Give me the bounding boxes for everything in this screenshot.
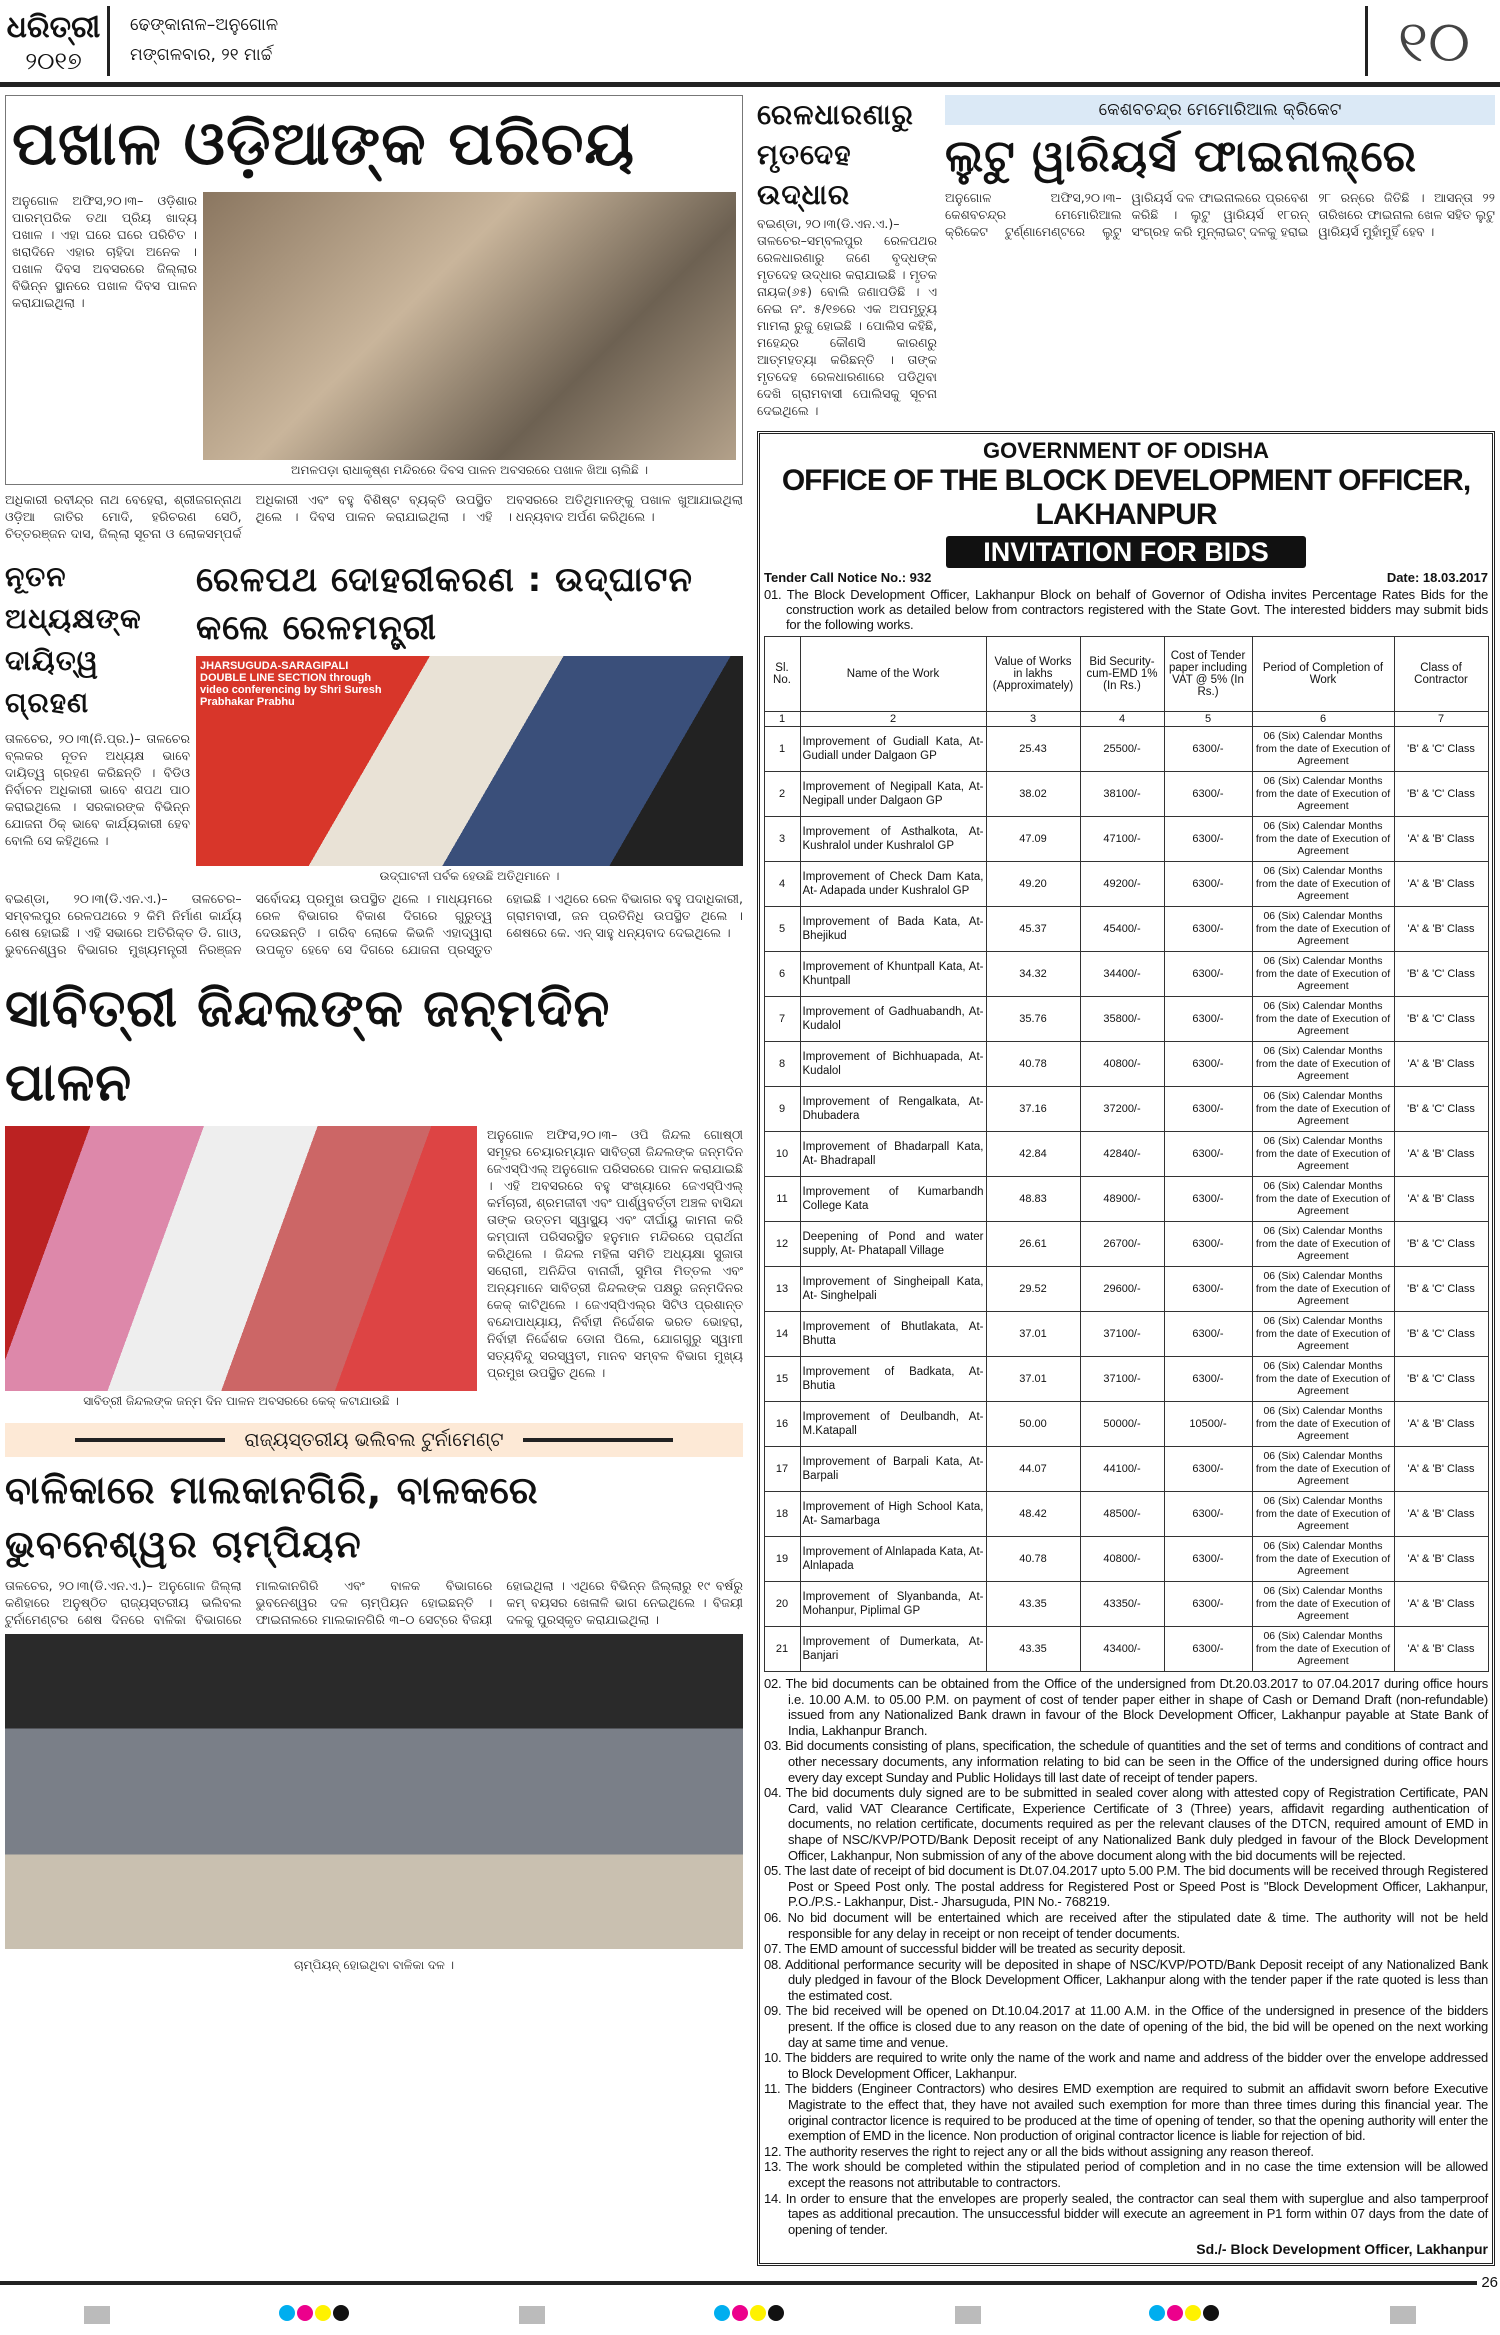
period-cell: 06 (Six) Calendar Months from the date of Execution of Agreement (1252, 1222, 1394, 1267)
emd-cell: 43350/- (1080, 1582, 1164, 1627)
emd-cell: 49200/- (1080, 862, 1164, 907)
period-cell: 06 (Six) Calendar Months from the date of Execution of Agreement (1252, 1087, 1394, 1132)
serial-cell: 17 (764, 1447, 800, 1492)
tender-note: 09. The bid received will be opened on Dt.10.04.2017 at 11.00 A.M. in the Office of the undersigned in presence of the bidders present. If the office is closed due to any reason on the date of opening of the bid, the bid will be opened on the next working day at same time and venue. (764, 2003, 1488, 2050)
rail-section (5, 556, 743, 884)
work-name-cell: Improvement of Alnlapada Kata, At- Alnlapada (800, 1537, 986, 1582)
emd-cell: 37100/- (1080, 1357, 1164, 1402)
article-body-recovered (757, 95, 937, 419)
period-cell: 06 (Six) Calendar Months from the date of Execution of Agreement (1252, 862, 1394, 907)
serial-cell: 4 (764, 862, 800, 907)
article-body: ତାଳଚେର, ୨୦।୩(ନି.ପ୍ର.)– ତାଳଚେର ବ୍ଲକର ନୂତନ ଅଧ୍ୟକ୍ଷ ଭାବେ ଦାୟିତ୍ୱ ଗ୍ରହଣ କରିଛନ୍ତି । ବିଡିଓ ନିର୍ବାଚନ ଅଧିକାରୀ ଭାବେ ଶପଥ ପାଠ କରାଇଥିଲେ । ସରକାରଙ୍କ ବିଭିନ୍ନ ଯୋଜନା ଠିକ୍ ଭାବେ କାର୍ଯ୍ୟକାରୀ ହେବ ବୋଲି ସେ କହିଥିଲେ । (5, 731, 190, 848)
tender-cost-cell: 6300/- (1164, 1042, 1252, 1087)
period-cell: 06 (Six) Calendar Months from the date of Execution of Agreement (1252, 1492, 1394, 1537)
emd-cell: 45400/- (1080, 907, 1164, 952)
tender-cost-cell: 6300/- (1164, 1222, 1252, 1267)
table-row (764, 1627, 1488, 1672)
value-cell: 37.01 (986, 1312, 1080, 1357)
column-header: Period of Completion of Work (1252, 637, 1394, 712)
serial-cell: 9 (764, 1087, 800, 1132)
tender-cost-cell: 6300/- (1164, 727, 1252, 772)
value-cell: 37.01 (986, 1357, 1080, 1402)
column-number: 7 (1394, 712, 1488, 727)
emd-cell: 48900/- (1080, 1177, 1164, 1222)
emd-cell: 40800/- (1080, 1537, 1164, 1582)
serial-cell: 10 (764, 1132, 800, 1177)
period-cell: 06 (Six) Calendar Months from the date of Execution of Agreement (1252, 1537, 1394, 1582)
photo-rail-inauguration (196, 656, 743, 866)
tender-note: 06. No bid document will be entertained which are received after the stipulated date & time. The authority will not be held responsible for any delay in receipt or non receipt of tender documents. (764, 1909, 1488, 1941)
column-number: 6 (1252, 712, 1394, 727)
class-cell: 'B' & 'C' Class (1394, 1312, 1488, 1357)
value-cell: 26.61 (986, 1222, 1080, 1267)
tender-cost-cell: 6300/- (1164, 1447, 1252, 1492)
work-name-cell: Improvement of Bhadarpall Kata, At- Bhadrapall (800, 1132, 986, 1177)
period-cell: 06 (Six) Calendar Months from the date of Execution of Agreement (1252, 1582, 1394, 1627)
period-cell: 06 (Six) Calendar Months from the date of Execution of Agreement (1252, 1267, 1394, 1312)
tender-cost-cell: 6300/- (1164, 997, 1252, 1042)
tender-signature: Sd./- Block Development Officer, Lakhanpur (1196, 2241, 1488, 2258)
emd-cell: 35800/- (1080, 997, 1164, 1042)
article-body: ତାଳଚେର–ସମ୍ବଲପୁର ରେଳପଥର ରେଳଧାରଣାରୁ ଜଣେ ବୃଦ୍ଧଙ୍କ ମୃତଦେହ ଉଦ୍ଧାର କରାଯାଇଛି । ମୃତକ ନାୟକ(୬୫) ବୋଲି ଜଣାପଡିଛି । ଏ ନେଇ ନଂ. ୫/୧୭ରେ ଏକ ଅପମୃତ୍ୟୁ ମାମଲା ରୁଜୁ ହୋଇଛି । ପୋଲିସ କହିଛି, ମହେନ୍ଦ୍ର କୌଣସି କାରଣରୁ ଆତ୍ମହତ୍ୟା କରିଛନ୍ତି । ତାଙ୍କ ମୃତଦେହ ରେଳଧାରଣାରେ ପଡିଥିବା ଦେଖି ଗ୍ରାମବାସୀ ପୋଲିସକୁ ସୂଚନା ଦେଇଥିଲେ । (757, 233, 937, 418)
article-body: ବଇଣ୍ଡା, ୨୦।୩(ଡି.ଏନ.ଏ.)– ତାଳଚେର–ସମ୍ବଲପୁର ରେଳପଥରେ ୨ କିମି ନିର୍ମାଣ କାର୍ଯ୍ୟ ଶେଷ ହୋଇଛି । ଏହି ସଭାରେ ଅତିରିକ୍ତ ଡି. ଗାଓ, ଭୁବନେଶ୍ୱର ବିଭାଗର ମୁଖ୍ୟମନ୍ତ୍ରୀ ନିରଞ୍ଜନ ସର୍ବୋଦୟ ପ୍ରମୁଖ ଉପସ୍ଥିତ ଥିଲେ । ମାଧ୍ୟମରେ ରେଳ ବିଭାଗର ବିକାଶ ଦିଗରେ ଗୁରୁତ୍ୱ ଦେଉଛନ୍ତି । ଗରିବ ଲୋକେ କିଭଳି ଏହାଦ୍ୱାରା ଉପକୃତ ହେବେ ସେ ଦିଗରେ ଯୋଜନା ପ୍ରସ୍ତୁତ ହୋଇଛି । ଏଥିରେ ରେଳ ବିଭାଗର ବହୁ ପଦାଧିକାରୀ, ଗ୍ରାମବାସୀ, ଜନ ପ୍ରତିନିଧି ଉପସ୍ଥିତ ଥିଲେ । ଶେଷରେ କେ. ଏନ୍ ସାହୁ ଧନ୍ୟବାଦ ଦେଇଥିଲେ । (5, 891, 743, 957)
column-number: 5 (1164, 712, 1252, 727)
tender-para-01: 01. The Block Development Officer, Lakhanpur Block on behalf of Governor of Odisha invites Percentage Rates Bids for the construction work as detailed below from contractors registered with the State Govt. The interested bidders may submit bids for the following works. (764, 587, 1488, 632)
period-cell: 06 (Six) Calendar Months from the date of Execution of Agreement (1252, 952, 1394, 997)
class-cell: 'B' & 'C' Class (1394, 727, 1488, 772)
headline: ମୃତଦେହ ଉଦ୍ଧାର (757, 138, 852, 211)
tender-note: 11. The bidders (Engineer Contractors) who desires EMD exemption are required to submit an affidavit sworn before Executive Magistrate to the effect that, they have not availed such exemption for more than three times during this financial year. The original contractor licence is required to be produced at the time of opening of tender, so that the opening authority will enter the exemption of EMD in the licence. Non production of original contractor licence is liable for rejection of bid. (764, 2081, 1488, 2144)
class-cell: 'B' & 'C' Class (1394, 997, 1488, 1042)
class-cell: 'A' & 'B' Class (1394, 1132, 1488, 1177)
article-cricket (945, 95, 1495, 240)
tender-note: 14. In order to ensure that the envelopes are properly sealed, the contractor can seal them with superglue and also tamperproof tapes as additional precaution. The unsuccessful bidder will execute an agreement in P1 form within 07 days from the date of opening of tender. (764, 2190, 1488, 2237)
work-name-cell: Improvement of Bichhuapada, At- Kudalol (800, 1042, 986, 1087)
value-cell: 45.37 (986, 907, 1080, 952)
table-row (764, 907, 1488, 952)
kicker-cricket: କେଶବଚନ୍ଦ୍ର ମେମୋରିଆଲ କ୍ରିକେଟ (945, 95, 1495, 125)
class-cell: 'A' & 'B' Class (1394, 1402, 1488, 1447)
period-cell: 06 (Six) Calendar Months from the date of Execution of Agreement (1252, 817, 1394, 862)
column-header: Bid Security-cum-EMD 1% (In Rs.) (1080, 637, 1164, 712)
tender-banner: INVITATION FOR BIDS (946, 536, 1306, 568)
photo-banner-text: JHARSUGUDA-SARAGIPALI DOUBLE LINE SECTION through video conferencing by Shri Suresh Prabhakar Prabhu (200, 660, 382, 708)
emd-cell: 29600/- (1080, 1267, 1164, 1312)
tender-cost-cell: 6300/- (1164, 1132, 1252, 1177)
tender-note: 05. The last date of receipt of bid document is Dt.07.04.2017 upto 5.00 P.M. The bid documents will be received through Registered Post or Speed Post only. The postal address for Registered Post or Speed Post is "Block Development Officer, Lakhanpur, P.O./P.S.- Lakhanpur, Dist.- Jharsuguda, PIN No.- 768219. (764, 1863, 1488, 1910)
class-cell: 'A' & 'B' Class (1394, 1177, 1488, 1222)
class-cell: 'B' & 'C' Class (1394, 1267, 1488, 1312)
table-row (764, 1222, 1488, 1267)
photo-caption: ସାବିତ୍ରୀ ଜିନ୍ଦଲଙ୍କ ଜନ୍ମ ଦିନ ପାଳନ ଅବସରରେ କେକ୍ କଟାଯାଉଛି । (83, 1394, 399, 1408)
value-cell: 40.78 (986, 1042, 1080, 1087)
period-cell: 06 (Six) Calendar Months from the date of Execution of Agreement (1252, 907, 1394, 952)
registration-mark (955, 2306, 981, 2324)
divider (75, 1438, 225, 1442)
tender-cost-cell: 6300/- (1164, 1087, 1252, 1132)
column-number: 4 (1080, 712, 1164, 727)
emd-cell: 50000/- (1080, 1402, 1164, 1447)
serial-cell: 5 (764, 907, 800, 952)
column-number: 3 (986, 712, 1080, 727)
registration-mark (84, 2306, 110, 2324)
tender-cost-cell: 6300/- (1164, 1312, 1252, 1357)
photo-people-eating (203, 192, 736, 460)
serial-cell: 6 (764, 952, 800, 997)
serial-cell: 20 (764, 1582, 800, 1627)
page-footer (0, 2274, 1500, 2335)
color-registration-dots (279, 2305, 351, 2325)
period-cell: 06 (Six) Calendar Months from the date of Execution of Agreement (1252, 1312, 1394, 1357)
class-cell: 'B' & 'C' Class (1394, 1087, 1488, 1132)
serial-cell: 7 (764, 997, 800, 1042)
serial-cell: 15 (764, 1357, 800, 1402)
page-number: ୧୦ (1365, 6, 1500, 76)
tender-cost-cell: 6300/- (1164, 1492, 1252, 1537)
value-cell: 29.52 (986, 1267, 1080, 1312)
headline-cricket: ଲୁଟୁ ୱାରିୟର୍ସ ଫାଇନାଲ୍‌ରେ (945, 131, 1417, 182)
tender-note: 03. Bid documents consisting of plans, specification, the schedule of quantities and the set of terms and conditions of contract and other necessary documents, any information relating to bid can be seen in the Office of the undersigned during office hours every day except Sunday and Public Holidays till last date of receipt of tender papers. (764, 1738, 1488, 1785)
table-row (764, 1132, 1488, 1177)
emd-cell: 47100/- (1080, 817, 1164, 862)
emd-cell: 25500/- (1080, 727, 1164, 772)
value-cell: 40.78 (986, 1537, 1080, 1582)
tender-note: 13. The work should be completed within the stipulated period of completion and in no case the time extension will be allowed except the reasons not attributable to contractors. (764, 2159, 1488, 2190)
tender-cost-cell: 6300/- (1164, 1627, 1252, 1672)
value-cell: 43.35 (986, 1582, 1080, 1627)
value-cell: 48.83 (986, 1177, 1080, 1222)
table-row (764, 1357, 1488, 1402)
value-cell: 43.35 (986, 1627, 1080, 1672)
value-cell: 48.42 (986, 1492, 1080, 1537)
print-page-number: 26 (1481, 2274, 1498, 2292)
table-row (764, 1492, 1488, 1537)
period-cell: 06 (Six) Calendar Months from the date of Execution of Agreement (1252, 1042, 1394, 1087)
photo-caption: ଚାମ୍ପିୟନ୍ ହୋଇଥିବା ବାଳିକା ଦଳ । (293, 1958, 455, 1972)
table-row (764, 1402, 1488, 1447)
period-cell: 06 (Six) Calendar Months from the date of Execution of Agreement (1252, 1177, 1394, 1222)
value-cell: 37.16 (986, 1087, 1080, 1132)
work-name-cell: Improvement of Bada Kata, At- Bhejikud (800, 907, 986, 952)
tender-gov: GOVERNMENT OF ODISHA (982, 438, 1269, 463)
class-cell: 'B' & 'C' Class (1394, 952, 1488, 997)
kicker-volleyball: ରାଜ୍ୟସ୍ତରୀୟ ଭଲିବଲ ଟୁର୍ନାମେଣ୍ଟ (5, 1423, 743, 1457)
period-cell: 06 (Six) Calendar Months from the date of Execution of Agreement (1252, 772, 1394, 817)
column-header: Sl. No. (764, 637, 800, 712)
work-name-cell: Improvement of Bhutlakata, At- Bhutta (800, 1312, 986, 1357)
headline: ପଖାଳ ଓଡ଼ିଆଙ୍କ ପରିଚୟ (12, 109, 635, 179)
table-row (764, 1312, 1488, 1357)
work-name-cell: Improvement of High School Kata, At- Samarbaga (800, 1492, 986, 1537)
table-row (764, 997, 1488, 1042)
column-header: Name of the Work (800, 637, 986, 712)
serial-cell: 21 (764, 1627, 800, 1672)
column-header: Class of Contractor (1394, 637, 1488, 712)
class-cell: 'A' & 'B' Class (1394, 1582, 1488, 1627)
table-row (764, 1447, 1488, 1492)
emd-cell: 40800/- (1080, 1042, 1164, 1087)
tender-notice (757, 431, 1495, 2266)
registration-mark (1390, 2306, 1416, 2324)
class-cell: 'A' & 'B' Class (1394, 817, 1488, 862)
headline-birthday: ସାବିତ୍ରୀ ଜିନ୍ଦଲଙ୍କ ଜନ୍ମଦିନ ପାଳନ (5, 979, 611, 1113)
column-header: Cost of Tender paper including VAT @ 5% (In Rs.) (1164, 637, 1252, 712)
headline: ନୂତନ ଅଧ୍ୟକ୍ଷଙ୍କ (5, 560, 142, 635)
class-cell: 'A' & 'B' Class (1394, 1537, 1488, 1582)
tender-note: 10. The bidders are required to write only the name of the work and name and address of the bidder over the envelope addressed to Block Development Officer, Lakhanpur. (764, 2050, 1488, 2081)
table-row (764, 1582, 1488, 1627)
class-cell: 'B' & 'C' Class (1394, 1357, 1488, 1402)
column-number: 2 (800, 712, 986, 727)
work-name-cell: Improvement of Negipall Kata, At- Negipall under Dalgaon GP (800, 772, 986, 817)
article-body: ଅନୁଗୋଳ ଅଫିସ,୨୦।୩– କେଶବଚନ୍ଦ୍ର ମେମୋରିଆଲ କ୍ରିକେଟ ଟୁର୍ଣ୍ଣାମେଣ୍ଟରେ ଲୁଟୁ ୱାରିୟର୍ସ ଦଳ ଫାଇନାଲରେ ପ୍ରବେଶ କରିଛି । ଲୁଟୁ ୱାରିୟର୍ସ ୧୮ରନ୍ ସଂଗ୍ରହ କରି ମୁନ୍‌ଲାଇଟ୍ ଦଳକୁ ହରାଇ ୨୮ ରନ୍‌ରେ ଜିତିଛି । ଆସନ୍ତା ୨୨ ତାରିଖରେ ଫାଇନାଲ ଖେଳ ସହିତ ଲୁଟୁ ୱାରିୟର୍ସ ମୁହାଁମୁହିଁ ହେବ । (945, 190, 1495, 239)
class-cell: 'B' & 'C' Class (1394, 1222, 1488, 1267)
emd-cell: 37100/- (1080, 1312, 1164, 1357)
serial-cell: 18 (764, 1492, 800, 1537)
tender-cost-cell: 6300/- (1164, 1267, 1252, 1312)
period-cell: 06 (Six) Calendar Months from the date of Execution of Agreement (1252, 1447, 1394, 1492)
value-cell: 35.76 (986, 997, 1080, 1042)
value-cell: 42.84 (986, 1132, 1080, 1177)
work-name-cell: Improvement of Kumarbandh College Kata (800, 1177, 986, 1222)
class-cell: 'A' & 'B' Class (1394, 1627, 1488, 1672)
masthead-logo: ଧରିତ୍ରୀ ୨୦୧୭ (0, 6, 110, 76)
serial-cell: 19 (764, 1537, 800, 1582)
table-row (764, 1177, 1488, 1222)
divider (523, 1438, 673, 1442)
work-name-cell: Improvement of Check Dam Kata, At- Adapada under Kushralol GP (800, 862, 986, 907)
work-name-cell: Deepening of Pond and water supply, At- Phatapall Village (800, 1222, 986, 1267)
registration-mark (519, 2306, 545, 2324)
period-cell: 06 (Six) Calendar Months from the date of Execution of Agreement (1252, 727, 1394, 772)
table-row (764, 862, 1488, 907)
serial-cell: 2 (764, 772, 800, 817)
work-name-cell: Improvement of Khuntpall Kata, At- Khuntpall (800, 952, 986, 997)
tender-note: 07. The EMD amount of successful bidder will be treated as security deposit. (764, 1941, 1186, 1957)
emd-cell: 42840/- (1080, 1132, 1164, 1177)
class-cell: 'A' & 'B' Class (1394, 1492, 1488, 1537)
article-body: ଅଧିକାରୀ ରବୀନ୍ଦ୍ର ନାଥ ବେହେରା, ଶ୍ରୀଜଗନ୍ନାଥ ଓଡ଼ିଆ ଜାତିର ମୋଦି, ହରିଚରଣ ସେଠି, ଚିତ୍ତରଞ୍ଜନ ଦାସ, ଜିଲ୍ଲା ସୂଚନା ଓ ଲୋକସମ୍ପର୍କ ଅଧିକାରୀ ଏବଂ ବହୁ ବିଶିଷ୍ଟ ବ୍ୟକ୍ତି ଉପସ୍ଥିତ ଥିଲେ । ଦିବସ ପାଳନ କରାଯାଇଥିଲା । ଏହି ଅବସରରେ ଅତିଥିମାନଙ୍କୁ ପଖାଳ ଖୁଆଯାଇଥିଲା । ଧନ୍ୟବାଦ ଅର୍ପଣ କରିଥିଲେ । (5, 492, 743, 541)
right-column (757, 95, 1495, 2266)
table-row (764, 727, 1488, 772)
article-body: ତାଳଚେର, ୨୦।୩(ଡି.ଏନ.ଏ.)– ଅନୁଗୋଳ ଜିଲ୍ଲା କଣିହାରେ ଅନୁଷ୍ଠିତ ରାଜ୍ୟସ୍ତରୀୟ ଭଲିବଲ ଟୁର୍ନାମେଣ୍ଟର ଶେଷ ଦିନରେ ବାଳିକା ବିଭାଗରେ ମାଲକାନଗିରି ଏବଂ ବାଳକ ବିଭାଗରେ ଭୁବନେଶ୍ୱର ଦଳ ଚାମ୍ପିୟନ ହୋଇଛନ୍ତି । ଫାଇନାଲରେ ମାଲକାନଗିରି ୩–୦ ସେଟ୍‌ରେ ବିଜୟୀ ହୋଇଥିଲା । ଏଥିରେ ବିଭିନ୍ନ ଜିଲ୍ଲାରୁ ୧୯ ବର୍ଷରୁ କମ୍ ବୟସର ଖେଳାଳି ଭାଗ ନେଇଥିଲେ । ବିଜୟୀ ଦଳକୁ ପୁରସ୍କୃତ କରାଯାଇଥିଲା । (5, 1578, 743, 1627)
value-cell: 50.00 (986, 1402, 1080, 1447)
serial-cell: 8 (764, 1042, 800, 1087)
footer-rule (0, 2281, 1477, 2285)
color-registration-dots (1149, 2305, 1221, 2325)
serial-cell: 16 (764, 1402, 800, 1447)
emd-cell: 43400/- (1080, 1627, 1164, 1672)
value-cell: 34.32 (986, 952, 1080, 997)
tender-office: OFFICE OF THE BLOCK DEVELOPMENT OFFICER, LAKHANPUR (781, 464, 1471, 531)
tender-cost-cell: 10500/- (1164, 1402, 1252, 1447)
class-cell: 'B' & 'C' Class (1394, 772, 1488, 817)
serial-cell: 1 (764, 727, 800, 772)
issue-date: ମଙ୍ଗଳବାର, ୨୧ ମାର୍ଚ୍ଚ (130, 45, 273, 65)
article-body: ଅନୁଗୋଳ ଅଫିସ,୨୦।୩– ଓପି ଜିନ୍ଦଲ ଗୋଷ୍ଠୀ ସମୂହର ଚେୟାରମ୍ୟାନ ସାବିତ୍ରୀ ଜିନ୍ଦଲଙ୍କ ଜନ୍ମଦିନ ଜେଏସ୍‌ପିଏଲ୍ ଅନୁଗୋଳ ପରିସରରେ ପାଳନ କରାଯାଇଛି । ଏହି ଅବସରରେ ବହୁ ସଂଖ୍ୟାରେ ଜେଏସ୍‌ପିଏଲ୍ କର୍ମଚାରୀ, ଶ୍ରମଜୀବୀ ଏବଂ ପାର୍ଶ୍ୱବର୍ତ୍ତୀ ଅଞ୍ଚଳ ବାସିନ୍ଦା ତାଙ୍କ ଉତ୍ତମ ସ୍ୱାସ୍ଥ୍ୟ ଏବଂ ଦୀର୍ଘାୟୁ କାମନା କରି କମ୍ପାନୀ ପରିସରସ୍ଥିତ ହନୁମାନ ମନ୍ଦିରରେ ପ୍ରାର୍ଥନା କରିଥିଲେ । ଜିନ୍ଦଲ ମହିଳା ସମିତି ଅଧ୍ୟକ୍ଷା ସୁଜାତା ସରୋଗୀ, ଅନିନ୍ଦିତା ବାନାର୍ଜୀ, ସୁମିତା ମିତ୍ତଲ ଏବଂ ଅନ୍ୟମାନେ ସାବିତ୍ରୀ ଜିନ୍ଦଲଙ୍କ ପକ୍ଷରୁ ଜନ୍ମଦିନର କେକ୍ କାଟିଥିଲେ । ଜେଏସ୍‌ପିଏଲ୍‌ର ସିଟିଓ ପ୍ରଶାନ୍ତ ବନ୍ଦୋପାଧ୍ୟାୟ, ନିର୍ବାହୀ ନିର୍ଦ୍ଦେଶକ ଭରତ ଭୋହରା, ନିର୍ବାହୀ ନିର୍ଦ୍ଦେଶକ ଡୋନା ପିଲେ, ଯୋଗଗୁରୁ ସ୍ୱାମୀ ସତ୍ୟବିନ୍ଦୁ ସରସ୍ୱତୀ, ମାନବ ସମ୍ବଳ ବିଭାଗ ମୁଖ୍ୟ ପ୍ରମୁଖ ଉପସ୍ଥିତ ଥିଲେ । (487, 1127, 743, 1380)
emd-cell: 48500/- (1080, 1492, 1164, 1537)
period-cell: 06 (Six) Calendar Months from the date of Execution of Agreement (1252, 1627, 1394, 1672)
dateline: ବଇଣ୍ଡା, ୨୦।୩(ଡି.ଏନ.ଏ.)– (757, 216, 900, 231)
class-cell: 'A' & 'B' Class (1394, 862, 1488, 907)
tender-cost-cell: 6300/- (1164, 907, 1252, 952)
work-name-cell: Improvement of Dumerkata, At- Banjari (800, 1627, 986, 1672)
work-name-cell: Improvement of Rengalkata, At- Dhubadera (800, 1087, 986, 1132)
table-row (764, 1087, 1488, 1132)
value-cell: 44.07 (986, 1447, 1080, 1492)
emd-cell: 44100/- (1080, 1447, 1164, 1492)
emd-cell: 26700/- (1080, 1222, 1164, 1267)
class-cell: 'A' & 'B' Class (1394, 907, 1488, 952)
work-name-cell: Improvement of Badkata, At- Bhutia (800, 1357, 986, 1402)
column-header: Value of Works in lakhs (Approximately) (986, 637, 1080, 712)
tender-cost-cell: 6300/- (1164, 1582, 1252, 1627)
tender-cost-cell: 6300/- (1164, 772, 1252, 817)
table-row (764, 1267, 1488, 1312)
value-cell: 25.43 (986, 727, 1080, 772)
serial-cell: 3 (764, 817, 800, 862)
period-cell: 06 (Six) Calendar Months from the date of Execution of Agreement (1252, 1402, 1394, 1447)
work-name-cell: Improvement of Singheipall Kata, At- Singhelpali (800, 1267, 986, 1312)
tender-note: 12. The authority reserves the right to reject any or all the bids without assigning any reason thereof. (764, 2143, 1314, 2159)
serial-cell: 13 (764, 1267, 800, 1312)
period-cell: 06 (Six) Calendar Months from the date of Execution of Agreement (1252, 997, 1394, 1042)
page-header (0, 0, 1500, 87)
headline-volleyball: ବାଳିକାରେ ମାଲକାନଗିରି, ବାଳକରେ ଭୁବନେଶ୍ୱର ଚାମ୍ପିୟନ (5, 1468, 539, 1566)
tender-cost-cell: 6300/- (1164, 862, 1252, 907)
emd-cell: 34400/- (1080, 952, 1164, 997)
value-cell: 47.09 (986, 817, 1080, 862)
tender-cost-cell: 6300/- (1164, 952, 1252, 997)
work-name-cell: Improvement of Gadhuabandh, At- Kudalol (800, 997, 986, 1042)
serial-cell: 12 (764, 1222, 800, 1267)
table-row (764, 952, 1488, 997)
tender-notes (760, 1672, 1492, 2237)
table-row (764, 1537, 1488, 1582)
tender-table (764, 636, 1489, 1672)
tender-notice-no: Tender Call Notice No.: 932 (764, 570, 932, 585)
article-new-chairman (5, 556, 190, 849)
period-cell: 06 (Six) Calendar Months from the date of Execution of Agreement (1252, 1357, 1394, 1402)
photo-cake-cutting (5, 1126, 477, 1391)
article-pakhala (5, 95, 743, 485)
tender-note: 08. Additional performance security will be deposited in shape of NSC/KVP/POTD/Bank Deposit receipt of any Nationalized Bank duly pledged in favour of the Block Development Officer, Lakhanpur along with the tender paper if the rate quoted is less than the estimated cost. (764, 1956, 1488, 2003)
work-name-cell: Improvement of Deulbandh, At- M.Katapall (800, 1402, 986, 1447)
tender-note: 04. The bid documents duly signed are to be submitted in sealed cover along with attested copy of Registration Certificate, PAN Card, valid VAT Clearance Certificate, Experience Certificate of 3 (Three) years, affidavit regarding authentication of documents, no relation certificate, documents required as per the relevant clauses of the DTCN, required amount of EMD in shape of NSC/KVP/POTD/Bank Deposit receipt of any Nationalized Bank duly pledged in favour of the Block Development Officer, Lakhanpur, Non submission of any of the above document along with the bid documents will be rejected. (764, 1785, 1488, 1863)
work-name-cell: Improvement of Asthalkota, At- Kushralol under Kushralol GP (800, 817, 986, 862)
serial-cell: 11 (764, 1177, 800, 1222)
color-registration-dots (714, 2305, 786, 2325)
tender-cost-cell: 6300/- (1164, 817, 1252, 862)
article-lead: ଅନୁଗୋଳ ଅଫିସ,୨୦।୩– ଓଡ଼ିଶାର ପାରମ୍ପରିକ ତଥା ପ୍ରିୟ ଖାଦ୍ୟ ପଖାଳ । ଏହା ଘରେ ଘରେ ପରିଚିତ । ଖରାଦିନେ ଏହାର ଚାହିଦା ଅନେକ । ପଖାଳ ଦିବସ ଅବସରରେ ଜିଲ୍ଲାର ବିଭିନ୍ନ ସ୍ଥାନରେ ପଖାଳ ଦିବସ ପାଳନ କରାଯାଇଥିଲା । (12, 193, 197, 310)
photo-caption: ଉଦ୍‌ଘାଟନୀ ପର୍ବକ ହେଉଛି ଅତିଥିମାନେ । (379, 869, 560, 883)
headline-rail: ରେଳପଥ ଦୋହରୀକରଣ : ଉଦ୍‌ଘାଟନ କଲେ ରେଳମନ୍ତ୍ରୀ (196, 560, 693, 648)
tender-date: Date: 18.03.2017 (1386, 570, 1488, 585)
work-name-cell: Improvement of Slyanbanda, At- Mohanpur, Piplimal GP (800, 1582, 986, 1627)
table-row (764, 772, 1488, 817)
serial-cell: 14 (764, 1312, 800, 1357)
tender-cost-cell: 6300/- (1164, 1357, 1252, 1402)
left-column (5, 95, 743, 1973)
headline: ଦାୟିତ୍ୱ ଗ୍ରହଣ (5, 644, 99, 719)
value-cell: 38.02 (986, 772, 1080, 817)
tender-cost-cell: 6300/- (1164, 1177, 1252, 1222)
photo-volleyball-team (5, 1634, 743, 1949)
tender-note: 02. The bid documents can be obtained from the Office of the undersigned from Dt.20.03.2017 to 07.04.2017 during office hours i.e. 10.00 A.M. to 05.00 P.M. on payment of cost of tender paper either in shape of Cash or Demand Draft (non-refundable) issued from any Nationalized Bank drawn in favour of the Block Development Officer, Lakhanpur payable at State Bank of India, Lakhanpur Branch. (764, 1676, 1488, 1738)
column-number: 1 (764, 712, 800, 727)
emd-cell: 37200/- (1080, 1087, 1164, 1132)
class-cell: 'A' & 'B' Class (1394, 1447, 1488, 1492)
tender-cost-cell: 6300/- (1164, 1537, 1252, 1582)
value-cell: 49.20 (986, 862, 1080, 907)
edition-name: ଢେଙ୍କାନାଳ–ଅନୁଗୋଳ (130, 15, 279, 35)
class-cell: 'A' & 'B' Class (1394, 1042, 1488, 1087)
table-row (764, 817, 1488, 862)
emd-cell: 38100/- (1080, 772, 1164, 817)
headline: ରେଳଧାରଣାରୁ (757, 98, 914, 131)
period-cell: 06 (Six) Calendar Months from the date of Execution of Agreement (1252, 1132, 1394, 1177)
table-row (764, 1042, 1488, 1087)
work-name-cell: Improvement of Barpali Kata, At- Barpali (800, 1447, 986, 1492)
photo-caption: ଅମଳପଡ଼ା ରାଧାକୃଷ୍ଣ ମନ୍ଦିରରେ ଦିବସ ପାଳନ ଅବସରରେ ପଖାଳ ଖିଆ ଚାଲିଛି । (290, 463, 648, 477)
work-name-cell: Improvement of Gudiall Kata, At- Gudiall under Dalgaon GP (800, 727, 986, 772)
